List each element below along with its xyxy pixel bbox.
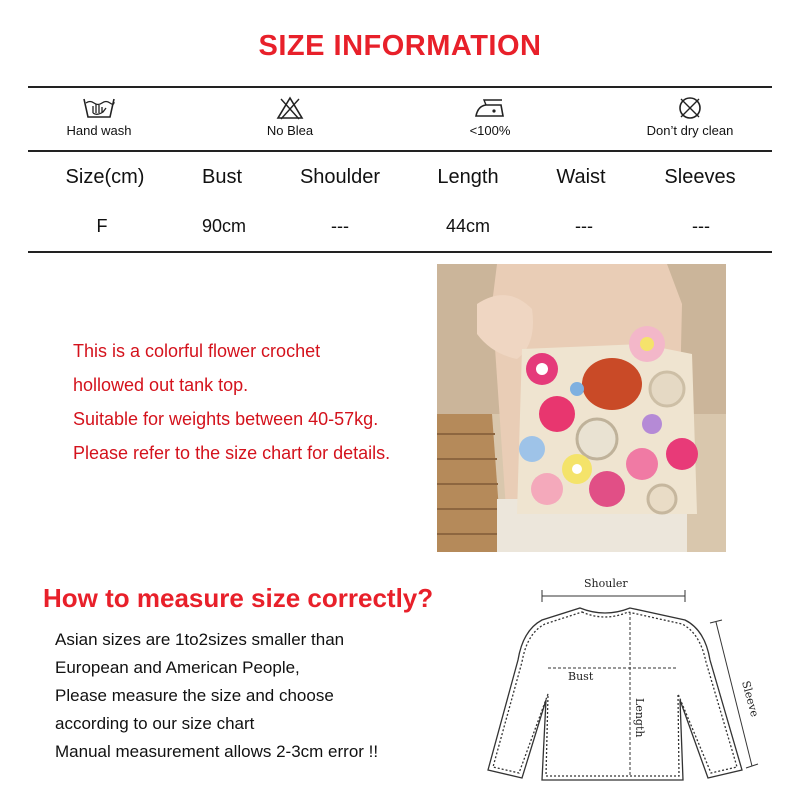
care-label: Don’t dry clean <box>646 123 734 138</box>
note-line: Asian sizes are 1to2sizes smaller than <box>55 630 345 649</box>
care-label: <100% <box>469 123 511 138</box>
measurement-diagram <box>480 570 780 790</box>
shoulder-label: Shouler <box>584 577 628 590</box>
note-line: Manual measurement allows 2-3cm error !! <box>55 742 379 761</box>
care-no-dry-clean <box>630 95 750 138</box>
product-description <box>73 334 390 470</box>
table-header-length: Length <box>437 166 499 188</box>
no-dry-clean-icon <box>675 95 705 121</box>
table-header-shoulder: Shoulder <box>299 166 381 188</box>
divider-top <box>28 86 772 88</box>
table-cell-waist: --- <box>575 216 593 236</box>
table-header-waist: Waist <box>556 166 606 188</box>
note-line: Please measure the size and choose <box>55 686 334 705</box>
divider-bottom <box>28 251 772 253</box>
table-cell-length: 44cm <box>445 216 490 236</box>
measure-title: How to measure size correctly? <box>43 583 434 613</box>
description-line: This is a colorful flower crochet <box>73 341 321 361</box>
product-photo <box>437 264 726 552</box>
care-label: No Blea <box>266 123 314 138</box>
divider-mid <box>28 150 772 152</box>
note-line: according to our size chart <box>55 714 255 733</box>
no-bleach-icon <box>275 95 305 121</box>
table-header-sleeves: Sleeves <box>664 166 736 188</box>
care-iron <box>440 95 540 138</box>
hand-wash-icon <box>81 95 117 121</box>
care-label: Hand wash <box>66 123 132 138</box>
sleeve-label: Sleeve <box>739 679 762 719</box>
table-cell-bust: 90cm <box>201 216 246 236</box>
table-cell-size: F <box>96 216 108 236</box>
measure-notes <box>55 626 378 766</box>
care-no-bleach <box>240 95 340 138</box>
table-cell-sleeves: --- <box>692 216 710 236</box>
description-line: Suitable for weights between 40-57kg. <box>73 409 379 429</box>
table-cell-shoulder: --- <box>331 216 349 236</box>
bust-label: Bust <box>568 670 594 683</box>
length-label: Length <box>633 698 646 738</box>
description-line: Please refer to the size chart for details. <box>73 443 391 463</box>
table-header-size: Size(cm) <box>65 166 145 188</box>
page-title: SIZE INFORMATION <box>258 30 542 62</box>
description-line: hollowed out tank top. <box>73 375 249 395</box>
care-hand-wash <box>48 95 150 138</box>
note-line: European and American People, <box>55 658 300 677</box>
table-header-bust: Bust <box>201 166 243 188</box>
iron-icon <box>472 95 508 121</box>
